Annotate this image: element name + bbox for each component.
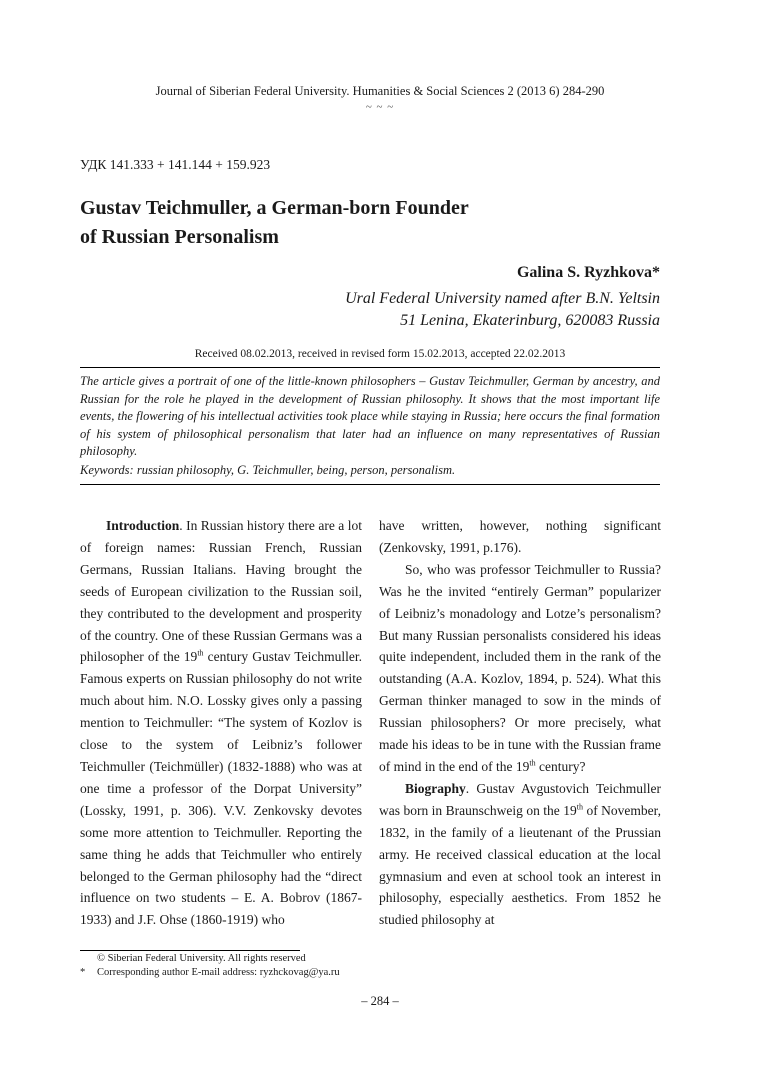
intro-text-1: . In Russian history there are a lot of foreign names: Russian French, Russian Germans, Russian Italians. Having brought the seeds of European civilization to the Russian soil, they contributed to the development and prosperity of the country. One of these Russian Germans was a philosopher of the 19 [80,518,362,665]
biography-superscript: th [576,802,583,812]
abstract: The article gives a portrait of one of the little-known philosophers – Gustav Teichmuller, German by ancestry, and Russian for the role he played in the development of Russian philosophy. It shows that the most important life events, the flowering of his intellectual activities took place while staying in Russia; here occurs the final formation of his system of philosophical personalism that later had an influence on many representatives of Russian philosophy. [80,374,660,459]
footnote-star: * [80,967,86,978]
title-line-1: Gustav Teichmuller, a German-born Founder [80,197,469,219]
received-dates: Received 08.02.2013, received in revised form 15.02.2013, accepted 22.02.2013 [194,348,566,360]
page-number: – 284 – [361,994,399,1008]
author-name: Galina S. Ryzhkova* [516,264,660,281]
question-text-2: century? [535,758,586,774]
intro-text-2: century Gustav Teichmuller. Famous experts on Russian philosophy do not write much about him. N.O. Lossky gives only a passing mention to Teichmuller: “The system of Kozlov is close to the system of Leibniz’s follower Teichmuller (Teichmüller) (1832-1888) who was at one time a professor of the Dorpat University” (Lossky, 1991, p. 306). V.V. Zenkovsky devotes some more attention to Teichmuller. Reporting the same thing he adds that Teichmuller who entirely belonged to the German philosophy had the “direct influence on two students – E. A. Bobrov (1867-1933) and J.F. Ohse (1860-1919) who [80,649,363,928]
biography-text-1: . Gustav Avgustovich Teichmuller was born in Braunschweig on the 19 [379,780,661,818]
question-superscript: th [529,758,536,768]
footnote-corresponding [80,967,340,978]
author-affiliation [345,288,660,332]
intro-superscript: th [197,648,204,658]
question-text-1: So, who was professor Teichmuller to Russia? Was he the invited “entirely German” popularizer of Leibniz’s monadology and Lotze’s personalism? But many Russian personalists considered his ideas quite independent, included them in the rank of the outstanding (A.A. Kozlov, 1894, p. 524). What this German thinker managed to sow in the minds of Russian philosophers? Or more precisely, what made his ideas to be in tune with the Russian frame of mind in the end of the 19 [379,561,661,774]
right-column [379,515,661,931]
intro-heading: Introduction [106,518,180,533]
abstract-bottom-rule [80,484,660,485]
affiliation-line-2: 51 Lenina, Ekaterinburg, 620083 Russia [400,312,660,329]
footnote-rule [80,950,300,951]
biography-paragraph [379,778,661,931]
left-column [80,515,362,931]
header-ornament: ~ ~ ~ [365,101,395,113]
footnote-email: Corresponding author E-mail address: ryzhckovag@ya.ru [97,967,340,978]
biography-text-2: of November, 1832, in the family of a lieutenant of the Prussian army. He received classical education at the local gymnasium and even at school took an interest in philosophy, especially aesthetics. From 1852 he studied philosophy at [379,802,661,928]
article-title [80,194,469,252]
question-paragraph [379,559,661,778]
footnote-copyright: © Siberian Federal University. All rights reserved [97,953,306,964]
continued-paragraph: have written, however, nothing significant (Zenkovsky, 1991, p.176). [379,518,661,555]
affiliation-line-1: Ural Federal University named after B.N. Yeltsin [345,290,660,307]
intro-paragraph [80,515,362,931]
title-line-2: of Russian Personalism [80,226,279,248]
keywords: Keywords: russian philosophy, G. Teichmuller, being, person, personalism. [80,463,456,477]
journal-header: Journal of Siberian Federal University. Humanities & Social Sciences 2 (2013 6) 284-290 [155,84,605,98]
udk-code: УДК 141.333 + 141.144 + 159.923 [80,157,271,172]
biography-heading: Biography [405,780,466,796]
abstract-top-rule [80,367,660,368]
